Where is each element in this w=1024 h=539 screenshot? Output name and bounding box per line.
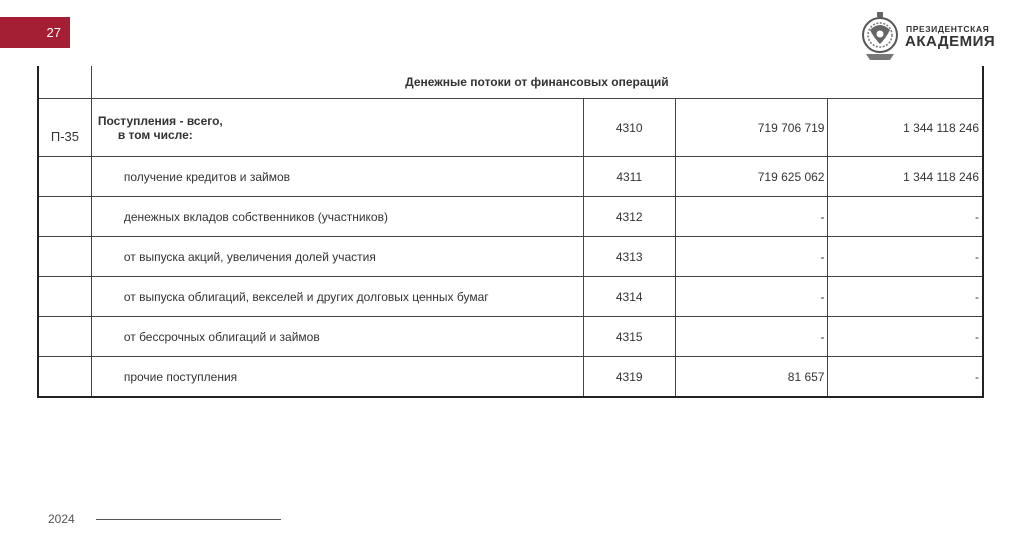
table-row <box>38 237 983 277</box>
row-label: денежных вкладов собственников (участников) <box>91 197 583 237</box>
row-label: прочие поступления <box>91 357 583 398</box>
slide-number: 27 <box>0 17 70 48</box>
table-row <box>38 317 983 357</box>
footer-divider <box>96 519 281 520</box>
row-label: получение кредитов и займов <box>91 157 583 197</box>
table-row <box>38 277 983 317</box>
row-value-2: - <box>828 317 983 357</box>
table-row <box>38 197 983 237</box>
academy-logo <box>858 8 996 66</box>
cash-flow-table <box>37 66 984 398</box>
table-row <box>38 99 983 157</box>
row-pcode: П-35 <box>38 99 91 157</box>
row-value-1: - <box>675 317 828 357</box>
row-label: от выпуска облигаций, векселей и других долговых ценных бумаг <box>91 277 583 317</box>
footer-year: 2024 <box>48 512 75 526</box>
row-code: 4319 <box>583 357 675 398</box>
row-label: Поступления - всего, в том числе: <box>91 99 583 157</box>
row-code: 4313 <box>583 237 675 277</box>
logo-line-1: ПРЕЗИДЕНТСКАЯ <box>906 24 990 34</box>
row-value-1: - <box>675 277 828 317</box>
section-title: Денежные потоки от финансовых операций <box>91 66 983 99</box>
table-row <box>38 157 983 197</box>
row-code: 4315 <box>583 317 675 357</box>
row-code: 4312 <box>583 197 675 237</box>
eagle-emblem-icon <box>858 8 902 66</box>
row-value-1: - <box>675 237 828 277</box>
row-code: 4314 <box>583 277 675 317</box>
row-label: от бессрочных облигаций и займов <box>91 317 583 357</box>
row-code: 4310 <box>583 99 675 157</box>
row-value-1: 719 625 062 <box>675 157 828 197</box>
row-value-1: 719 706 719 <box>675 99 828 157</box>
table-row <box>38 357 983 398</box>
row-code: 4311 <box>583 157 675 197</box>
row-value-2: - <box>828 237 983 277</box>
row-value-2: - <box>828 277 983 317</box>
row-value-1: - <box>675 197 828 237</box>
row-label: от выпуска акций, увеличения долей участия <box>91 237 583 277</box>
row-value-1: 81 657 <box>675 357 828 398</box>
logo-line-2: АКАДЕМИЯ <box>905 33 996 50</box>
row-value-2: - <box>828 357 983 398</box>
table-section-header <box>38 66 983 99</box>
row-value-2: 1 344 118 246 <box>828 99 983 157</box>
row-value-2: 1 344 118 246 <box>828 157 983 197</box>
row-value-2: - <box>828 197 983 237</box>
